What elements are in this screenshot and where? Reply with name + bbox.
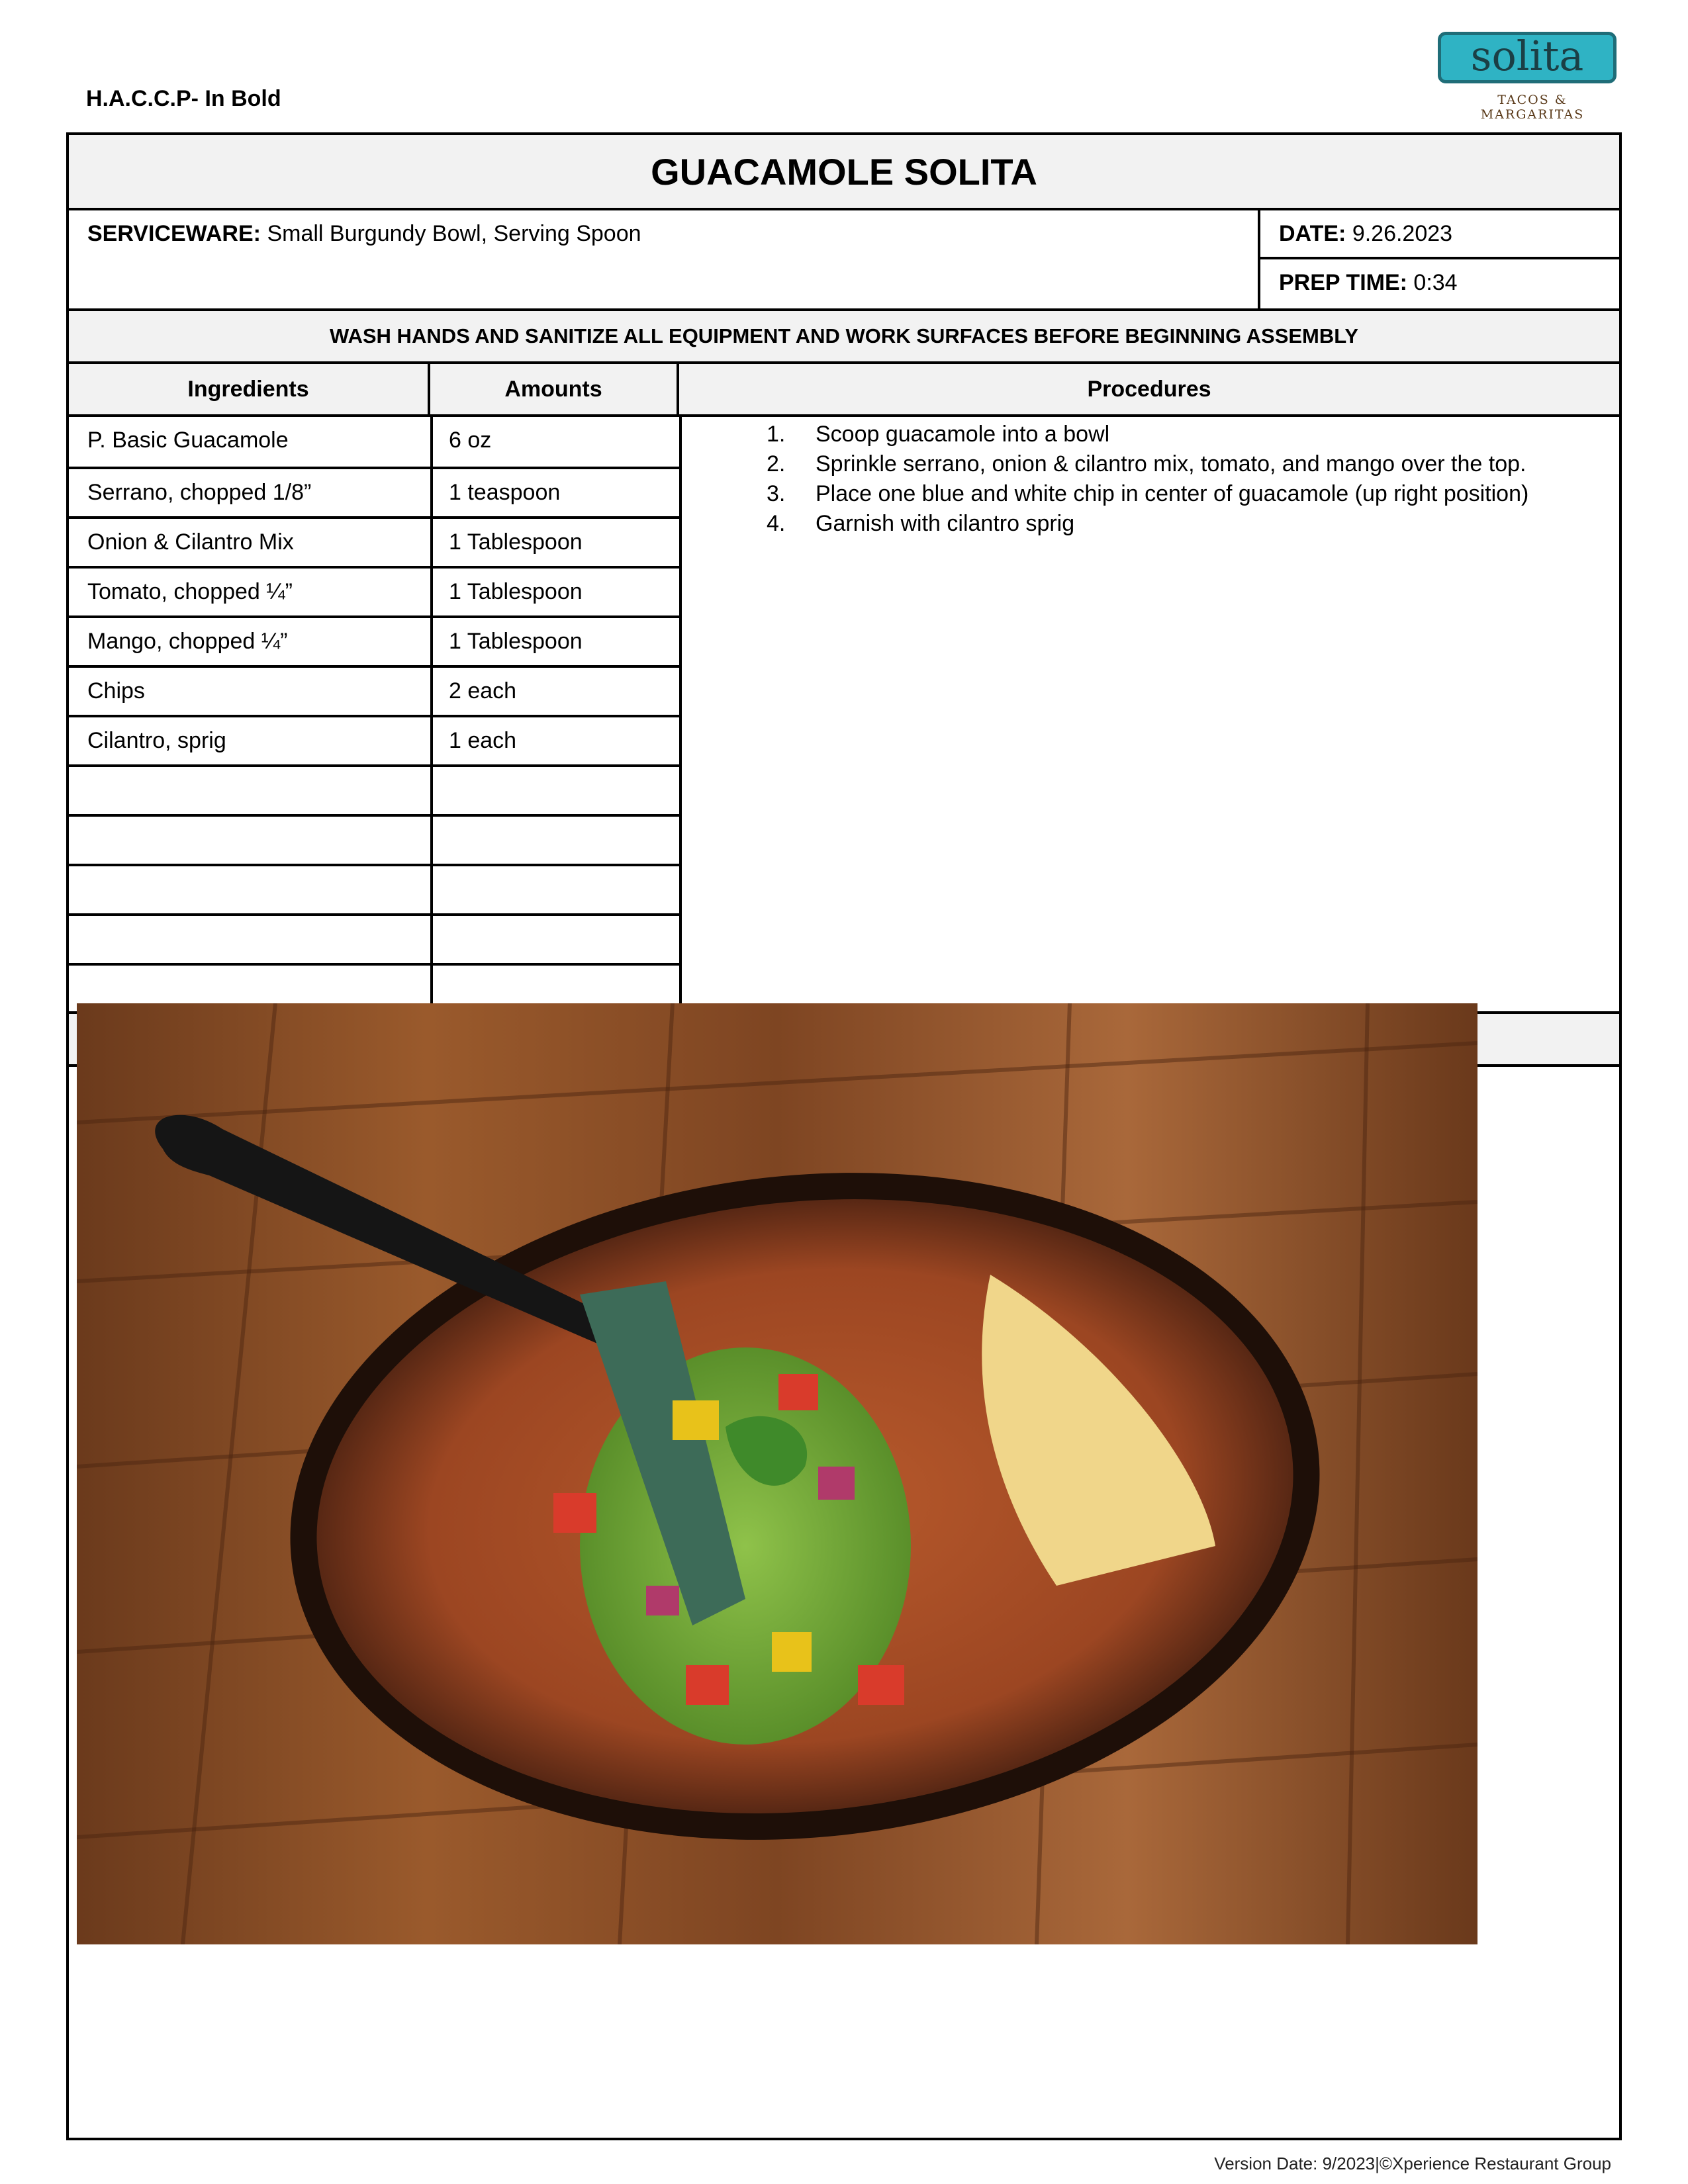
haccp-label: H.A.C.C.P- In Bold bbox=[86, 86, 281, 111]
amount-cell bbox=[433, 864, 679, 913]
prep-time-value: 0:34 bbox=[1413, 270, 1458, 295]
procedure-number: 3. bbox=[767, 481, 786, 506]
amount-cell bbox=[433, 764, 679, 814]
ingredient-cell bbox=[69, 913, 430, 963]
ingredient-cell: Tomato, chopped ¼” bbox=[69, 566, 430, 615]
ingredient-cell bbox=[69, 764, 430, 814]
prep-time-cell bbox=[1260, 259, 1619, 308]
amount-cell: 1 Tablespoon bbox=[433, 615, 679, 665]
amounts-header: Amounts bbox=[430, 364, 679, 414]
amount-cell: 1 teaspoon bbox=[433, 467, 679, 516]
procedure-step bbox=[749, 509, 1610, 539]
serviceware-value: Small Burgundy Bowl, Serving Spoon bbox=[267, 221, 641, 246]
procedure-text: Place one blue and white chip in center of guacamole (up right position) bbox=[816, 481, 1529, 506]
amount-cell: 1 Tablespoon bbox=[433, 516, 679, 566]
logo-tagline: TACOS & MARGARITAS bbox=[1480, 93, 1585, 122]
procedure-text: Scoop guacamole into a bowl bbox=[816, 422, 1110, 447]
procedure-number: 2. bbox=[767, 451, 786, 477]
procedure-step bbox=[749, 420, 1610, 449]
amount-cell: 1 Tablespoon bbox=[433, 566, 679, 615]
procedure-step bbox=[749, 479, 1610, 509]
procedures-list bbox=[749, 420, 1610, 539]
table-header bbox=[69, 361, 1619, 414]
amount-cell: 1 each bbox=[433, 715, 679, 764]
dish-photo bbox=[77, 1003, 1477, 1944]
procedure-text: Sprinkle serrano, onion & cilantro mix, tomato, and mango over the top. bbox=[816, 451, 1526, 477]
column-divider bbox=[679, 417, 682, 1011]
ingredient-cell bbox=[69, 814, 430, 864]
logo-wordmark: solita bbox=[1438, 32, 1617, 83]
ingredient-cell: Chips bbox=[69, 665, 430, 715]
prep-time-label: PREP TIME: bbox=[1279, 270, 1407, 295]
wash-hands-banner: WASH HANDS AND SANITIZE ALL EQUIPMENT AND WORK SURFACES BEFORE BEGINNING ASSEMBLY bbox=[69, 308, 1619, 361]
solita-logo bbox=[1438, 32, 1624, 122]
version-footer: Version Date: 9/2023|©Xperience Restaurant Group bbox=[1214, 2154, 1611, 2173]
ingredient-cell: P. Basic Guacamole bbox=[87, 428, 289, 453]
amount-cell: 2 each bbox=[433, 665, 679, 715]
recipe-title: GUACAMOLE SOLITA bbox=[69, 135, 1619, 208]
ingredient-cell bbox=[69, 864, 430, 913]
amount-cell bbox=[433, 913, 679, 963]
serviceware-cell bbox=[69, 210, 1260, 308]
procedure-text: Garnish with cilantro sprig bbox=[816, 511, 1075, 536]
date-value: 9.26.2023 bbox=[1352, 221, 1453, 246]
date-label: DATE: bbox=[1279, 221, 1346, 246]
ingredient-cell: Serrano, chopped 1/8” bbox=[69, 467, 430, 516]
ingredients-header: Ingredients bbox=[69, 364, 430, 414]
ingredient-cell: Onion & Cilantro Mix bbox=[69, 516, 430, 566]
ingredient-cell: Cilantro, sprig bbox=[69, 715, 430, 764]
serviceware-label: SERVICEWARE: bbox=[87, 221, 261, 246]
info-row bbox=[69, 208, 1619, 308]
procedure-number: 1. bbox=[767, 422, 786, 447]
amount-cell bbox=[433, 814, 679, 864]
amount-cell: 6 oz bbox=[449, 428, 492, 453]
procedure-number: 4. bbox=[767, 511, 786, 536]
procedure-step bbox=[749, 449, 1610, 479]
date-cell bbox=[1260, 210, 1619, 259]
procedures-header: Procedures bbox=[1087, 377, 1211, 402]
ingredient-cell: Mango, chopped ¼” bbox=[69, 615, 430, 665]
